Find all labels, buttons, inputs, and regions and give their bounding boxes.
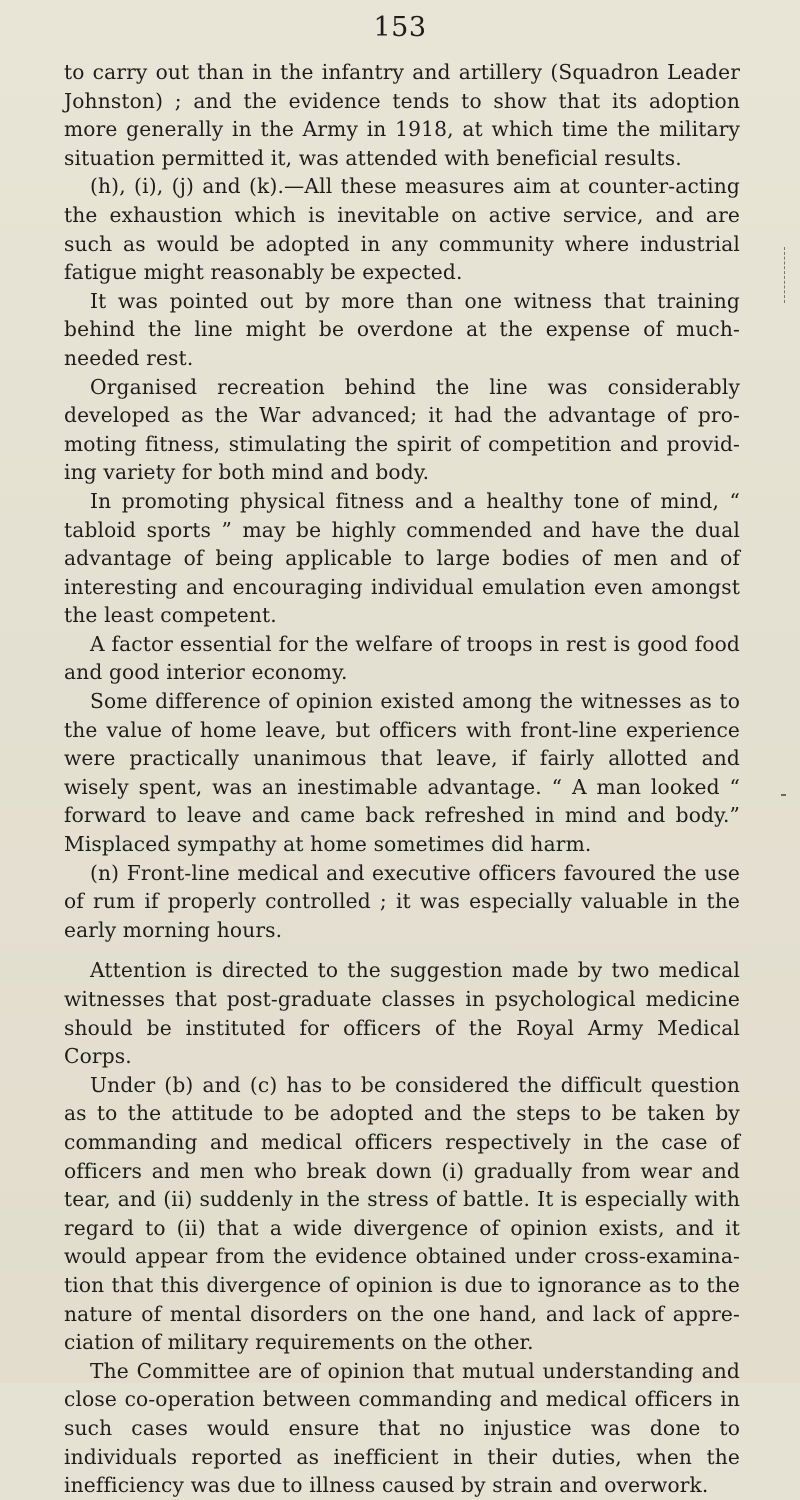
paragraph-fatigue-measures: (h), (i), (j) and (k).—All these measures aim at counter-acting the exhaustion which is inevitable on active service, and are such as would be adopted in any community where industrial fatigue might reasonably be expected. [64, 174, 740, 285]
margin-dot [781, 794, 786, 796]
paragraph-training: It was pointed out by more than one witness that training behind the line might be overdone at the expense of much-needed rest. [64, 288, 740, 370]
body-text [64, 58, 740, 1500]
paragraph-committee-opinion: The Committee are of opinion that mutual understanding and close co-operation between commanding and medical officers in such cases would ensure that no injustice was done to individuals reported as inefficient in their duties, when the inefficiency was due to illness caused by strain and overwork. [64, 1358, 740, 1498]
paragraph-tabloid-sports: In promoting physical fitness and a healthy tone of mind, “ tabloid sports ” may be highly commended and have the dual advantage of being applicable to large bodies of men and of interesting and encouraging individual emulation even amongst the least competent. [64, 488, 740, 628]
page-number: 153 [373, 12, 427, 43]
paragraph-home-leave: Some difference of opinion existed among the witnesses as to the value of home leave, but officers with front-line experience were practically unanimous that leave, if fairly allotted and wisely spent, was an inestimable advantage. “ A man looked “ forward to leave and came back refreshed in mind and body.” Misplaced sympathy at home sometimes did harm. [64, 689, 740, 857]
paragraph-postgraduate-classes: Attention is directed to the suggestion made by two medical witnesses that post-graduate classes in psychological medicine should be instituted for officers of the Royal Army Medical Corps. [64, 958, 740, 1069]
paragraph-rum: (n) Front-line medical and executive officers favoured the use of rum if properly controlled ; it was especially valuable in the early morning hours. [64, 860, 740, 942]
paragraph-recreation: Organised recreation behind the line was considerably developed as the War advanced; it had the advantage of pro-moting fitness, stimulating the spirit of competition and provid-ing variety for both mind and body. [64, 374, 740, 485]
paragraph-breakdown-question: Under (b) and (c) has to be considered the difficult question as to the attitude to be adopted and the steps to be taken by commanding and medical officers respectively in the case of officers and men who break down (i) gradually from wear and tear, and (ii) suddenly in the stress of battle. It is especially with regard to (ii) that a wide divergence of opinion exists, and it would appear from the evidence obtained under cross-examina-tion that this divergence of opinion is due to ignorance as to the nature of mental disorders on the one hand, and lack of appre-ciation of military requirements on the other. [64, 1072, 740, 1355]
paragraph-continuation: to carry out than in the infantry and artillery (Squadron Leader Johnston) ; and the evidence tends to show that its adoption more generally in the Army in 1918, at which time the military situation permitted it, was attended with beneficial results. [64, 60, 740, 170]
paragraph-food: A factor essential for the welfare of troops in rest is good food and good interior economy. [64, 631, 740, 685]
margin-mark [784, 247, 787, 303]
